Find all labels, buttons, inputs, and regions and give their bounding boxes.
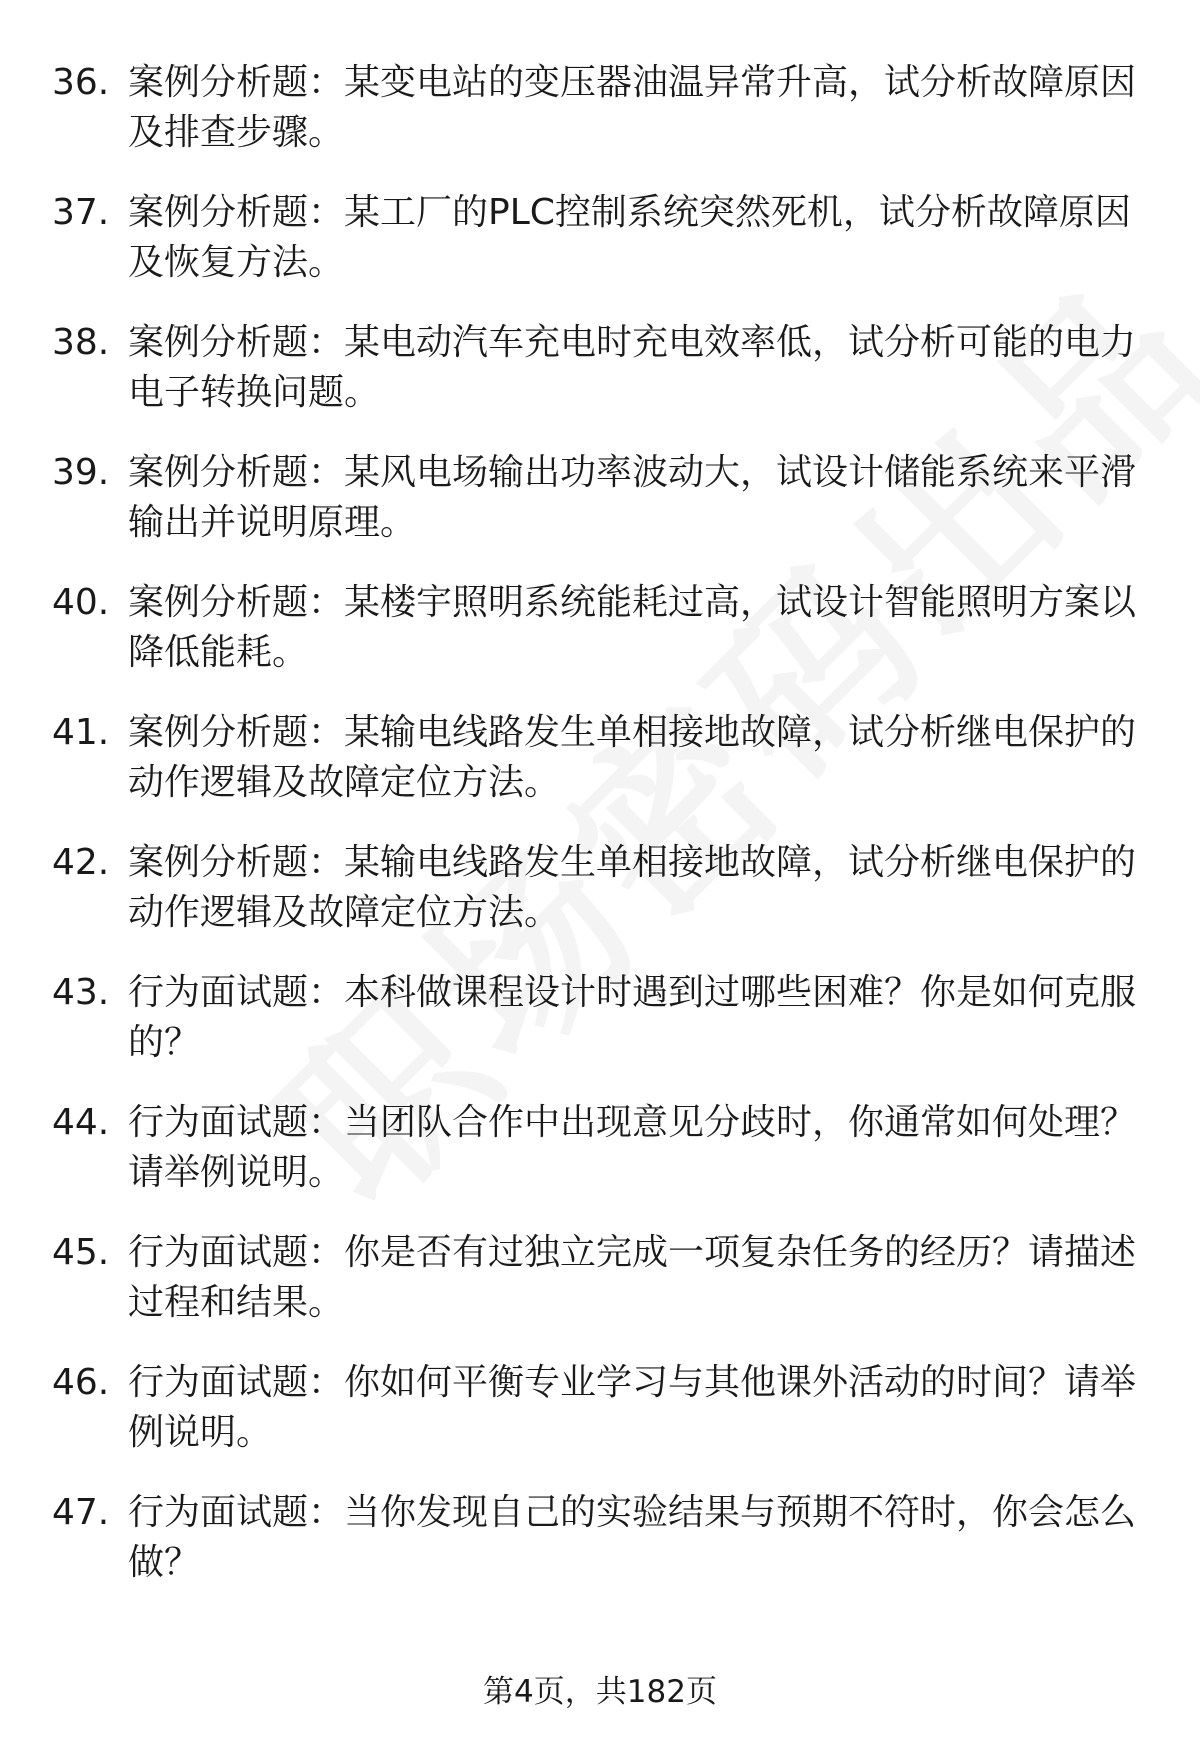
question-number: 45.	[52, 1232, 110, 1273]
question-text: 行为面试题：当团队合作中出现意见分歧时，你通常如何处理？请举例说明。	[128, 1102, 1137, 1193]
question-text: 案例分析题：某工厂的PLC控制系统突然死机，试分析故障原因及恢复方法。	[128, 192, 1131, 283]
question-item	[0, 1488, 1200, 1618]
question-number: 40.	[52, 582, 110, 623]
question-item	[0, 318, 1200, 448]
question-text: 行为面试题：你是否有过独立完成一项复杂任务的经历？请描述过程和结果。	[128, 1232, 1137, 1323]
question-number: 47.	[52, 1492, 110, 1533]
question-item	[0, 448, 1200, 578]
question-text: 案例分析题：某电动汽车充电时充电效率低，试分析可能的电力电子转换问题。	[128, 322, 1137, 413]
question-number: 37.	[52, 192, 110, 233]
question-item	[0, 1098, 1200, 1228]
question-text: 案例分析题：某输电线路发生单相接地故障，试分析继电保护的动作逻辑及故障定位方法。	[128, 842, 1137, 933]
question-number: 41.	[52, 712, 110, 753]
question-item	[0, 578, 1200, 708]
question-number: 42.	[52, 842, 110, 883]
question-text: 行为面试题：你如何平衡专业学习与其他课外活动的时间？请举例说明。	[128, 1362, 1137, 1453]
question-text: 案例分析题：某输电线路发生单相接地故障，试分析继电保护的动作逻辑及故障定位方法。	[128, 712, 1137, 803]
page-indicator: 第4页，共182页	[483, 1674, 717, 1710]
question-text: 行为面试题：本科做课程设计时遇到过哪些困难？你是如何克服的？	[128, 972, 1137, 1063]
question-text: 案例分析题：某风电场输出功率波动大，试设计储能系统来平滑输出并说明原理。	[128, 452, 1137, 543]
question-item	[0, 968, 1200, 1098]
question-number: 46.	[52, 1362, 110, 1403]
question-text: 行为面试题：当你发现自己的实验结果与预期不符时，你会怎么做？	[128, 1492, 1137, 1583]
question-number: 44.	[52, 1102, 110, 1143]
question-list	[0, 58, 1200, 1618]
question-item	[0, 1358, 1200, 1488]
question-number: 36.	[52, 62, 110, 103]
question-number: 43.	[52, 972, 110, 1013]
question-item	[0, 188, 1200, 318]
question-number: 39.	[52, 452, 110, 493]
question-item	[0, 58, 1200, 188]
question-item	[0, 838, 1200, 968]
question-number: 38.	[52, 322, 110, 363]
page-footer	[0, 1672, 1200, 1712]
question-item	[0, 1228, 1200, 1358]
question-text: 案例分析题：某楼宇照明系统能耗过高，试设计智能照明方案以降低能耗。	[128, 582, 1137, 673]
question-text: 案例分析题：某变电站的变压器油温异常升高，试分析故障原因及排查步骤。	[128, 62, 1137, 153]
question-item	[0, 708, 1200, 838]
